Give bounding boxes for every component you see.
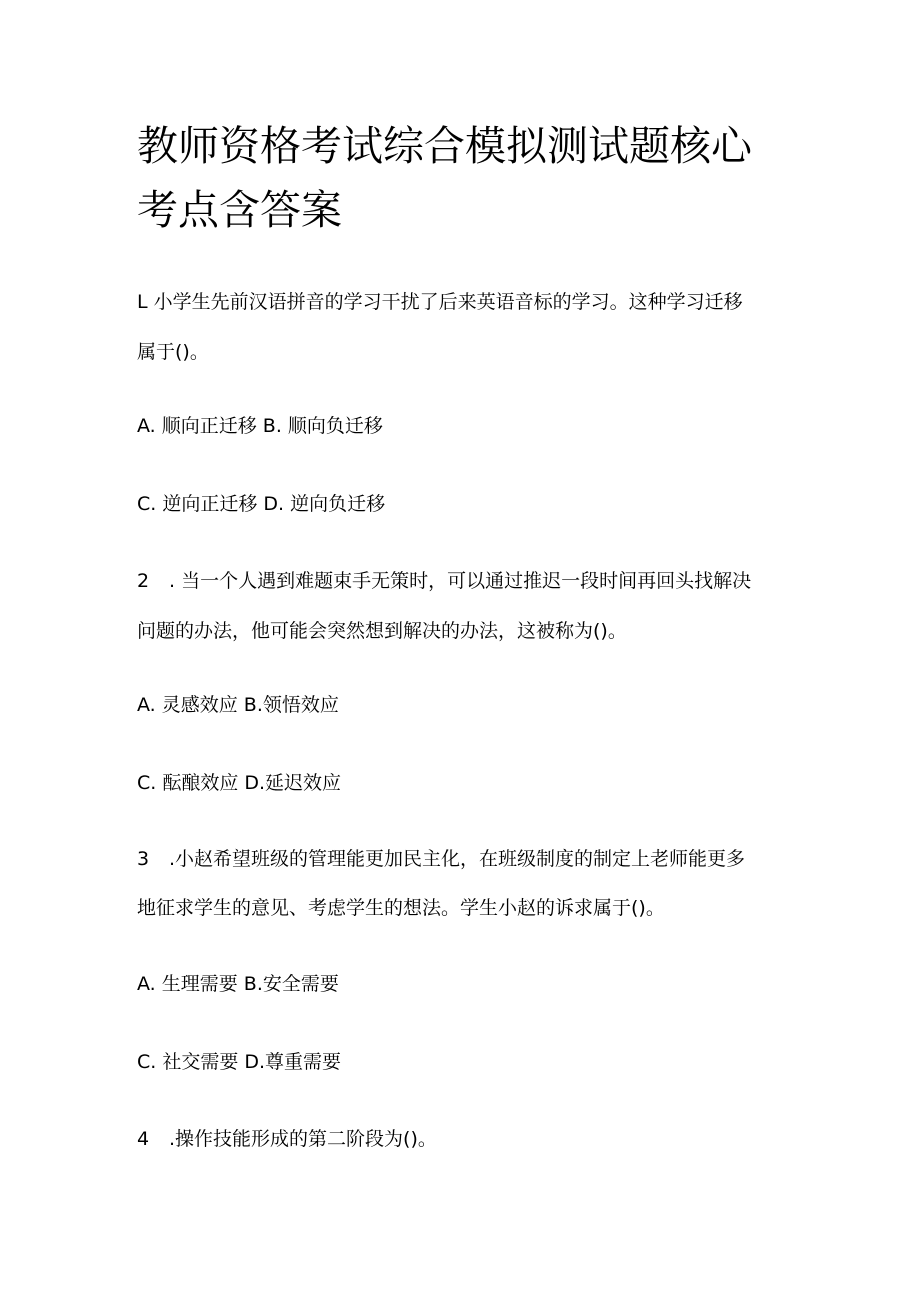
question-2-number: 2: [137, 570, 150, 592]
question-4-stem-line-1: [137, 1127, 437, 1151]
question-2-stem-text: . 当一个人遇到难题束手无策时，可以通过推迟一段时间再回头找解决: [169, 570, 752, 592]
question-2-options-line-1: A. 灵感效应 B.领悟效应: [137, 694, 339, 716]
question-3-stem-text: .小赵希望班级的管理能更加民主化，在班级制度的制定上老师能更多: [169, 848, 746, 870]
question-4-stem-text: .操作技能形成的第二阶段为()。: [169, 1128, 437, 1150]
question-3-stem-line-2: 地征求学生的意见、考虑学生的想法。学生小赵的诉求属于()。: [137, 897, 665, 919]
question-2-stem-line-1: [137, 569, 751, 593]
question-1-options-line-2: C. 逆向正迁移 D. 逆向负迁移: [137, 493, 386, 515]
question-4-number: 4: [137, 1128, 150, 1150]
question-1-options-line-1: A. 顺向正迁移 B. 顺向负迁移: [137, 415, 383, 437]
question-3-number: 3: [137, 848, 150, 870]
question-1-stem-line-2: 属于()。: [137, 341, 209, 363]
question-2-options-line-2: C. 酝酿效应 D.延迟效应: [137, 772, 342, 794]
title-line-1: 教师资格考试综合模拟测试题核心: [137, 122, 752, 170]
title-line-2: 考点含答案: [137, 186, 342, 234]
question-3-options-line-2: C. 社交需要 D.尊重需要: [137, 1051, 342, 1073]
question-3-stem-line-1: [137, 847, 745, 871]
question-2-stem-line-2: 问题的办法，他可能会突然想到解决的办法，这被称为()。: [137, 620, 627, 642]
document-title: [137, 114, 797, 242]
question-3-options-line-1: A. 生理需要 B.安全需要: [137, 973, 339, 995]
question-1-stem-line-1: L 小学生先前汉语拼音的学习干扰了后来英语音标的学习。这种学习迁移: [137, 291, 743, 313]
